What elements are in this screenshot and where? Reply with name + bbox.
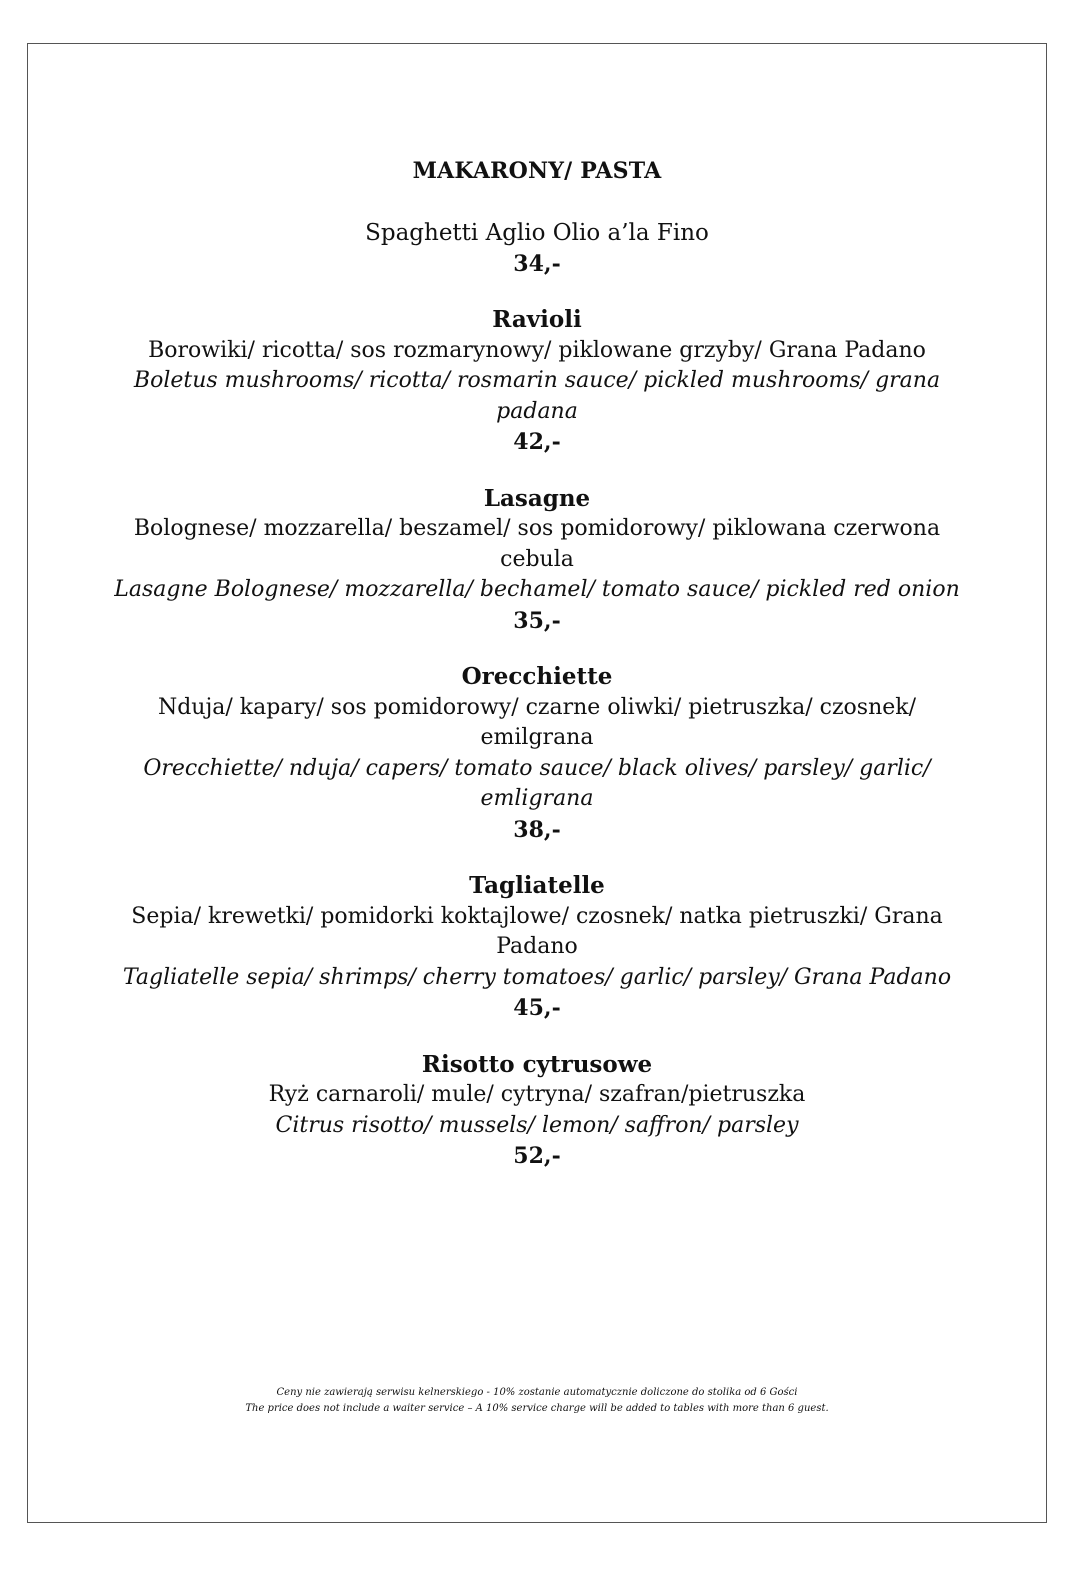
dish-spaghetti	[107, 218, 967, 279]
dish-price: 35,-	[513, 607, 561, 634]
dish-risotto	[107, 1050, 967, 1172]
dish-name: Ravioli	[492, 306, 582, 333]
dish-price: 45,-	[513, 995, 561, 1021]
dish-description-pl: Nduja/ kapary/ sos pomidorowy/ czarne oliwki/ pietruszka/ czosnek/ emilgrana	[157, 694, 917, 750]
dish-orecchiette	[107, 662, 967, 845]
dish-name: Spaghetti Aglio Olio a’la Fino	[365, 220, 709, 246]
dish-description-en: Orecchiette/ nduja/ capers/ tomato sauce/ black olives/ parsley/ garlic/ emligrana	[143, 755, 931, 811]
dish-tagliatelle	[107, 871, 967, 1024]
menu-content	[27, 158, 1047, 1198]
dish-description-en: Lasagne Bolognese/ mozzarella/ bechamel/ tomato sauce/ pickled red onion	[114, 577, 960, 602]
dish-price: 52,-	[513, 1143, 561, 1169]
dish-description-pl: Bolognese/ mozzarella/ beszamel/ sos pomidorowy/ piklowana czerwona cebula	[133, 516, 941, 572]
service-charge-note	[27, 1385, 1047, 1417]
section-title: MAKARONY/ PASTA	[412, 158, 662, 184]
dish-description-en: Tagliatelle sepia/ shrimps/ cherry tomatoes/ garlic/ parsley/ Grana Padano	[122, 964, 952, 990]
dish-description-pl: Sepia/ krewetki/ pomidorki koktajlowe/ czosnek/ natka pietruszki/ Grana Padano	[131, 903, 943, 959]
dish-description-en: Boletus mushrooms/ ricotta/ rosmarin sauce/ pickled mushrooms/ grana padana	[133, 368, 941, 424]
dish-description-en: Citrus risotto/ mussels/ lemon/ saffron/ parsley	[275, 1112, 799, 1138]
dish-price: 34,-	[513, 250, 561, 277]
footer-line-pl: Ceny nie zawierają serwisu kelnerskiego - 10% zostanie automatycznie doliczone do stolika od 6 Gości	[276, 1387, 798, 1398]
dish-price: 38,-	[513, 816, 561, 843]
dish-name: Risotto cytrusowe	[421, 1050, 653, 1078]
dish-name: Lasagne	[483, 484, 591, 512]
dish-lasagne	[107, 484, 967, 637]
dish-name: Tagliatelle	[469, 872, 605, 899]
dish-name: Orecchiette	[461, 663, 613, 690]
dish-price: 42,-	[513, 429, 561, 455]
dish-description-pl: Ryż carnaroli/ mule/ cytryna/ szafran/pietruszka	[268, 1082, 806, 1107]
dish-description-pl: Borowiki/ ricotta/ sos rozmarynowy/ piklowane grzyby/ Grana Padano	[148, 337, 926, 363]
dish-ravioli	[107, 305, 967, 458]
footer-line-en: The price does not include a waiter service – A 10% service charge will be added to tables with more than 6 guest.	[245, 1403, 829, 1414]
